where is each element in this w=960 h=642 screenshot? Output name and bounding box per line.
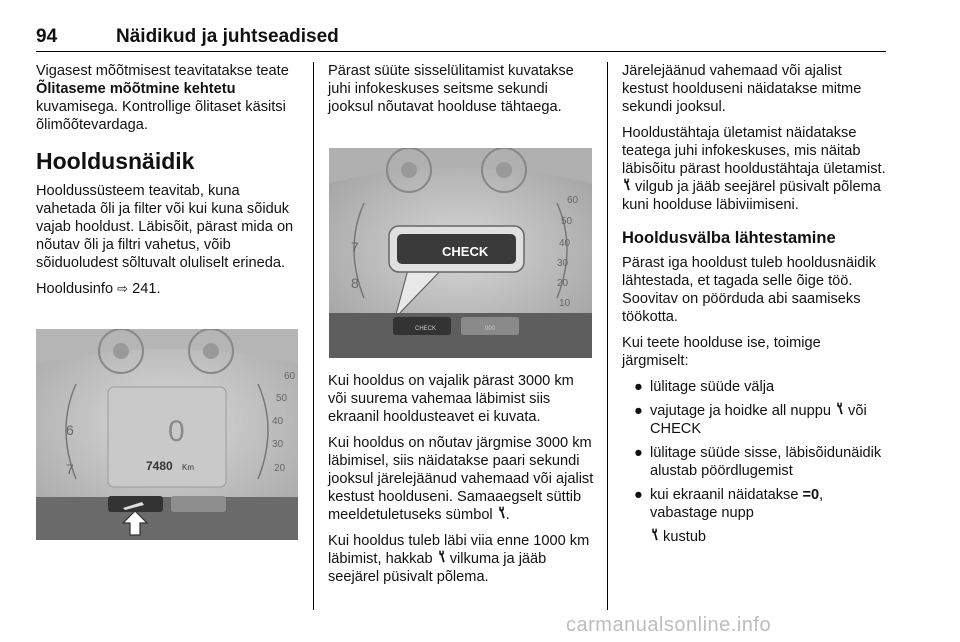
tick-label: 6	[66, 422, 74, 438]
tick-label: 30	[272, 439, 284, 450]
text: lülitage süüde sisse, läbisõidunäidik alustab pöördlugemist	[650, 445, 882, 479]
section-subheading: Hooldusvälba lähtestamine	[622, 229, 836, 247]
text: vilkuma ja jääb seejärel püsivalt põlema.	[328, 551, 547, 585]
text: Kui hooldus on nõutav järgmise 3000 km läbimisel, siis näidatakse paari sekundi jooksul järelejäänud vahemaad või ajalist kestust hoolduseni. Samaaegselt süttib meeldetuletuseks sümbol	[328, 435, 594, 523]
bullet-icon: ●	[634, 487, 643, 503]
text: , vabastage nupp	[650, 487, 824, 521]
bullet-icon: ●	[634, 445, 643, 461]
tick-label: 7	[351, 239, 359, 255]
tick-label: 20	[557, 278, 569, 289]
paragraph: Hooldussüsteem teavitab, kuna vahetada õli ja filter või kui kuna sõiduk vajab hooldust. Läbisõit, pärast mida on nõutav õli ja filtri vahetus, võib sõiduoludest sõltuvalt oluliselt erineda.	[36, 183, 294, 271]
page-reference-link[interactable]: 241.	[128, 281, 161, 297]
text: vajutage ja hoidke all nuppu	[650, 403, 835, 419]
bullet-icon: ●	[634, 403, 643, 419]
list-item	[622, 486, 890, 522]
tick-label: 40	[559, 238, 571, 249]
paragraph	[622, 124, 890, 214]
tick-label: 40	[272, 416, 284, 427]
list-item	[622, 378, 890, 396]
text: vilgub ja jääb seejärel püsivalt põlema kuni hoolduse läbiviimiseni.	[622, 179, 881, 213]
page-header	[36, 26, 886, 52]
wrench-icon	[835, 402, 844, 415]
wrench-icon	[437, 550, 446, 563]
text: Hooldusinfo	[36, 281, 118, 297]
result-line	[622, 528, 890, 546]
list-item	[622, 444, 890, 480]
paragraph	[36, 62, 298, 134]
paragraph	[328, 532, 594, 586]
check-label: CHECK	[442, 244, 489, 259]
paragraph: Pärast iga hooldust tuleb hooldusnäidik lähtestada, et tagada selle õige töö. Soovitav on pöörduda abi saamiseks töökotta.	[622, 255, 876, 325]
header-rule	[36, 51, 886, 52]
display-digit: 0	[168, 415, 185, 448]
odometer-value: 7480	[146, 459, 173, 473]
wrench-icon	[650, 528, 659, 541]
text: või CHECK	[650, 403, 867, 437]
instrument-cluster-image	[36, 329, 298, 540]
paragraph	[328, 434, 594, 524]
wrench-icon	[497, 506, 506, 519]
tick-label: 10	[559, 298, 571, 309]
tick-label: 30	[557, 258, 569, 269]
paragraph: Kui hooldus on vajalik pärast 3000 km või suurema vahemaa läbimist siis ekraanil hooldusteavet ei kuvata.	[328, 373, 574, 425]
column-middle	[328, 62, 594, 124]
text: Hooldustähtaja ületamist näidatakse teatega juhi infokeskuses, mis näitab läbisõitu pärast hooldustähtaja ületamist.	[622, 125, 886, 177]
tick-label: 7	[66, 461, 74, 477]
column-middle-lower	[328, 372, 594, 594]
odometer-unit: Km	[182, 463, 194, 472]
column-divider	[607, 62, 608, 610]
instruction-list	[622, 378, 890, 522]
chapter-title: Näidikud ja juhtseadised	[116, 26, 339, 47]
column-left	[36, 62, 298, 306]
tick-label: 60	[567, 195, 579, 206]
column-right	[622, 62, 890, 546]
bold-term: Õlitaseme mõõtmine kehtetu	[36, 81, 236, 97]
text: lülitage süüde välja	[650, 379, 775, 395]
section-heading: Hooldusnäidik	[36, 148, 195, 174]
check-display-image	[329, 148, 592, 358]
tick-label: 8	[351, 275, 359, 291]
text: Vigasest mõõtmisest teavitatakse teate	[36, 63, 289, 79]
text: kustub	[659, 529, 707, 545]
paragraph: Pärast süüte sisselülitamist kuvatakse juhi infokeskuses seitsme sekundi jooksul nõutavat hoolduse tähtaega.	[328, 63, 574, 115]
tick-label: 50	[276, 393, 288, 404]
text: kuvamisega. Kontrollige õlitaset käsitsi õlimõõtevardaga.	[36, 99, 286, 133]
page-number: 94	[36, 26, 58, 47]
wrench-icon	[622, 178, 631, 191]
tick-label: 50	[561, 216, 573, 227]
paragraph: Järelejäänud vahemaad või ajalist kestust hoolduseni näidatakse mitme sekundi jooksul.	[622, 63, 862, 115]
tick-label: 60	[284, 371, 296, 382]
text: .	[505, 507, 510, 523]
column-divider	[313, 62, 314, 610]
tick-label: 20	[274, 463, 286, 474]
text: kui ekraanil näidatakse	[650, 487, 803, 503]
watermark: carmanualsonline.info	[566, 614, 772, 636]
text: Kui hooldus tuleb läbi viia enne 1000 km läbimist, hakkab	[328, 533, 590, 567]
check-button-label: CHECK	[415, 326, 437, 332]
bullet-icon: ●	[634, 379, 643, 395]
paragraph: Kui teete hoolduse ise, toimige järgmiselt:	[622, 335, 821, 369]
bold-term: =0	[802, 487, 820, 503]
list-item	[622, 402, 890, 438]
page-reference-icon: ⇨	[117, 281, 129, 296]
right-button-label: 000	[485, 326, 496, 332]
paragraph	[36, 280, 298, 298]
